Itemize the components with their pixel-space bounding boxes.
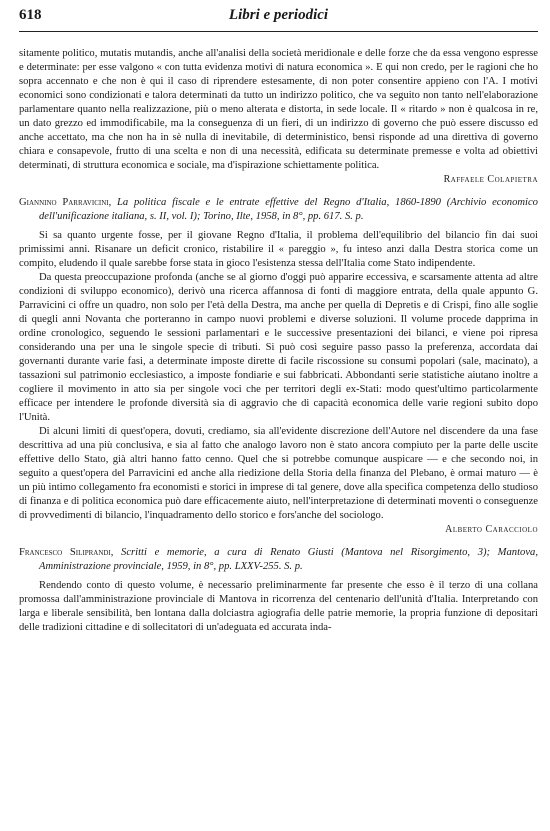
running-title: Libri e periodici <box>228 7 329 23</box>
header-rule <box>19 31 538 32</box>
running-head <box>19 7 538 29</box>
bibliographic-entry <box>19 546 538 574</box>
page-number: 618 <box>19 7 42 23</box>
book-author: Giannino Parravicini, <box>19 197 112 208</box>
review-paragraph: Rendendo conto di questo volume, è necessario preliminarmente far presente che esso è il terzo di una collana promossa dall'amministrazione provinciale di Mantova in ricorrenza del centenario dell'unità d'Italia. Interpretando con larga e liberale sensibilità, ben lontana dalla dolciastra agiografia delle patrie memorie, la propria funzione di depositari delle tradizioni cittadine e di sollecitatori di un'adeguata ed accurata inda- <box>19 580 538 633</box>
review-colapietra <box>19 47 538 185</box>
review-paragraph: Si sa quanto urgente fosse, per il giovane Regno d'Italia, il problema dell'equilibrio del bilancio fin dai suoi primissimi anni. Risanare un deficit cronico, ristabilire il « pareggio », fu inteso anzi dalla Destra storica come un compito, eludendo il quale sarebbe forse stata in gioco l'esistenza stessa dell'Italia come Stato indipendente. <box>19 230 538 269</box>
reviewer-signature: Alberto Caracciolo <box>445 524 538 535</box>
review-continuation-paragraph: sitamente politico, mutatis mutandis, anche all'analisi della società meridionale e delle forze che da essa vengono espresse e determinate: per esse valgono « con tutta evidenza motivi di natura economica ». E qui non credo, per le ragioni che ho sopra accennato e che non è qui il caso di riprendere estesamente, di non poter consentire appieno con l'A. I motivi economici sono condizionati e talora determinati da tutto un indirizzo politico, che va seguito non tanto nell'elaborazione parlamentare quanto nella realizzazione, più o meno alterata e distorta, in sede locale. Il « ritardo » non è qualcosa in re, un dato grezzo ed immodificabile, ma la conseguenza di un fieri, di un indirizzo di governo che può essere discusso ed anche accettato, ma che non ha in sè nulla di inevitabile, di deterministico, bensì risponde ad una direttiva di governo chiara e consapevole, frutto di una scelta e non di una necessità, edificata su determinate premesse e volta ad obiettivi determinati, di struttura economica e sociale, ma d'ispirazione schiettamente politica. <box>19 48 538 171</box>
book-author: Francesco Siliprandi, <box>19 547 114 558</box>
review-paragraph: Di alcuni limiti di quest'opera, dovuti, crediamo, sia all'evidente discrezione dell'Autore nel discendere da una fase descrittiva ad una più conclusiva, e sia al fatto che analogo lavoro non è stato ancora compiuto per la parte delle uscite effettive dello Stato, già altri hanno fatto cenno. Quel che si potrebbe comunque auspicare — e che secondo noi, in seguito a quest'opera del Parravicini ed anche alla riedizione della Storia della finanza del Plebano, è ormai maturo — è un più intimo collegamento fra economisti e storici in imprese di tal genere, dove alla specifica competenza dello studioso di finanza e di politica economica può dare efficacemente aiuto, nell'interpretazione di determinati moventi o conseguenze di provvedimenti di bilancio, l'inquadramento dello storico e fors'anche del sociologo. <box>19 426 538 521</box>
page-content <box>19 47 538 635</box>
reviewer-signature: Raffaele Colapietra <box>443 174 538 185</box>
book-citation: La politica fiscale e le entrate effettive del Regno d'Italia, 1860-1890 (Archivio economico dell'unificazione italiana, s. II, vol. I); Torino, Ilte, 1958, in 8°, pp. 617. S. p. <box>39 197 538 222</box>
book-citation: Scritti e memorie, a cura di Renato Giusti (Mantova nel Risorgimento, 3); Mantova, Amministrazione provinciale, 1959, in 8°, pp. LXXV-255. S. p. <box>39 547 538 572</box>
bibliographic-entry <box>19 196 538 224</box>
review-paragraph: Da questa preoccupazione profonda (anche se al giorno d'oggi può apparire eccessiva, e scarsamente attenta ad altre condizioni di sviluppo economico), derivò una ricerca affannosa di fonti di maggiore entrata, della quale appunto G. Parravicini ci offre un quadro, non solo per l'età della Destra, ma anche per quella di Depretis e di Crispi, fino alle soglie di quegli anni Novanta che porteranno in campo nuovi problemi e diverse soluzioni. Il volume procede dapprima in ordine cronologico, seguendo le sessioni parlamentari e le successive presentazioni dei bilanci, e viene poi ripresa considerando una per una le singole specie di tributi. Si può così seguire passo passo la preferenza, accordata dai governanti durante varie fasi, a determinate imposte dirette di facile riscossione su consumi popolari (sale, macinato), a tassazioni sul patrimonio ecclesiastico, a imposte fondiarie e sui fabbricati. Abbondanti serie statistiche aiutano inoltre a cogliere il movimento in atto sia per singole voci che per territori degli ex-Stati: modo quest'ultimo particolarmente efficace per intendere le profonde diversità sia di aggravio che di capacità economica delle varie regioni subito dopo l'Unità. <box>19 272 538 423</box>
review-parravicini <box>19 196 538 535</box>
review-siliprandi <box>19 546 538 635</box>
